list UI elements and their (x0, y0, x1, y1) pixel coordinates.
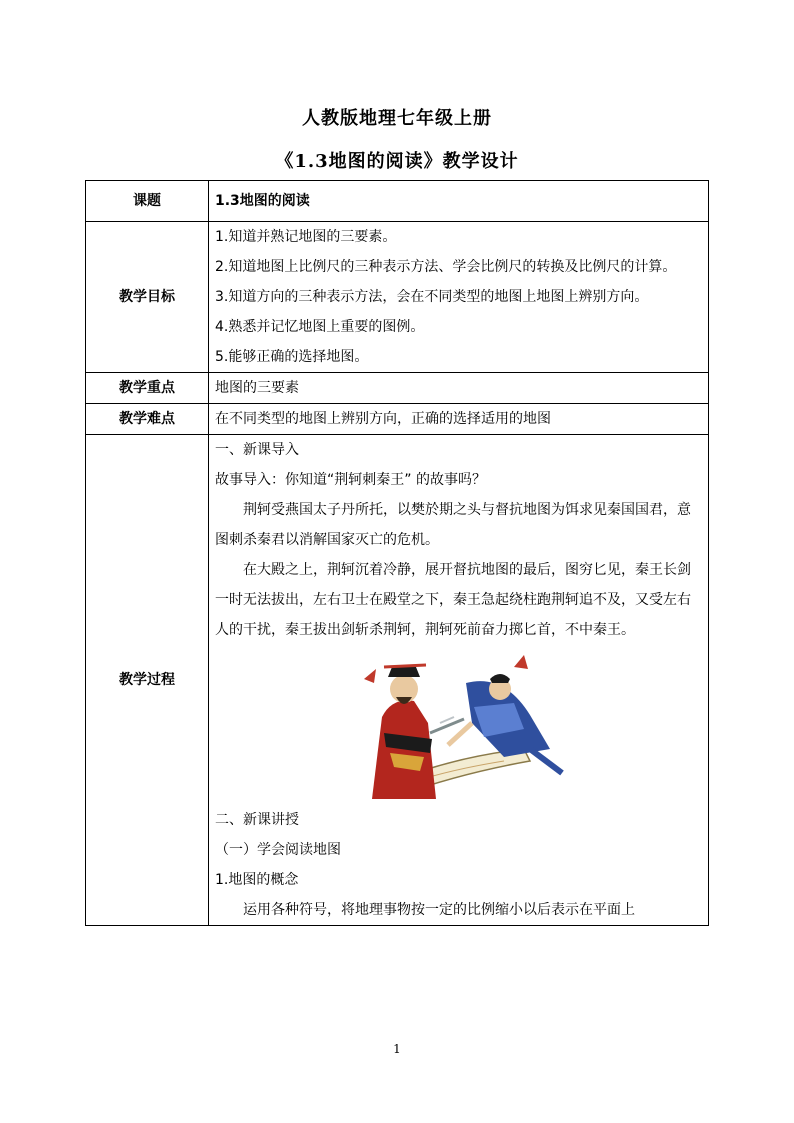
jing-ke-assassination-illustration (354, 653, 564, 799)
document-title-line2: 《1.3地图的阅读》教学设计 (275, 151, 519, 172)
story-paragraph: 荆轲受燕国太子丹所托，以樊於期之头与督抗地图为饵求见秦国国君，意图刺杀秦君以消解国家灭亡的危机。 (215, 502, 691, 548)
document-title-line1: 人教版地理七年级上册 (302, 108, 492, 129)
topic-value: 1.3地图的阅读 (209, 181, 709, 222)
goals-label: 教学目标 (86, 222, 209, 373)
difficulties-label: 教学难点 (86, 404, 209, 435)
row-key-points (86, 373, 709, 404)
goal-item: 5.能够正确的选择地图。 (215, 349, 369, 365)
row-difficulties (86, 404, 709, 435)
row-process (86, 435, 709, 926)
page-number: 1 (393, 1042, 401, 1056)
process-label: 教学过程 (86, 435, 209, 926)
section-heading: 一、新课导入 (215, 442, 299, 458)
goal-item: 3.知道方向的三种表示方法，会在不同类型的地图上地图上辨别方向。 (215, 289, 649, 305)
story-intro: 故事导入：你知道“荆轲刺秦王” 的故事吗？ (215, 472, 486, 488)
row-topic (86, 181, 709, 222)
lesson-plan-table (85, 180, 709, 926)
goal-item: 1.知道并熟记地图的三要素。 (215, 229, 397, 245)
topic-label: 课题 (86, 181, 209, 222)
section-heading: 二、新课讲授 (215, 812, 299, 828)
difficulties-value: 在不同类型的地图上辨别方向，正确的选择适用的地图 (209, 404, 709, 435)
goal-item: 2.知道地图上比例尺的三种表示方法、学会比例尺的转换及比例尺的计算。 (215, 259, 677, 275)
key-points-value: 地图的三要素 (209, 373, 709, 404)
goals-content (209, 222, 709, 373)
goal-item: 4.熟悉并记忆地图上重要的图例。 (215, 319, 425, 335)
key-points-label: 教学重点 (86, 373, 209, 404)
story-paragraph: 在大殿之上，荆轲沉着冷静，展开督抗地图的最后，图穷匕见，秦王长剑一时无法拔出，左右卫士在殿堂之下，秦王急起绕柱跑荆轲追不及，又受左右人的干扰，秦王拔出剑斩杀荆轲，荆轲死前奋力掷匕首，不中秦王。 (215, 562, 691, 638)
concept-heading: 1.地图的概念 (215, 872, 299, 888)
row-goals (86, 222, 709, 373)
story-illustration (215, 653, 702, 799)
sub-heading: （一）学会阅读地图 (215, 842, 341, 858)
concept-text: 运用各种符号，将地理事物按一定的比例缩小以后表示在平面上 (243, 902, 635, 918)
process-content (209, 435, 709, 926)
